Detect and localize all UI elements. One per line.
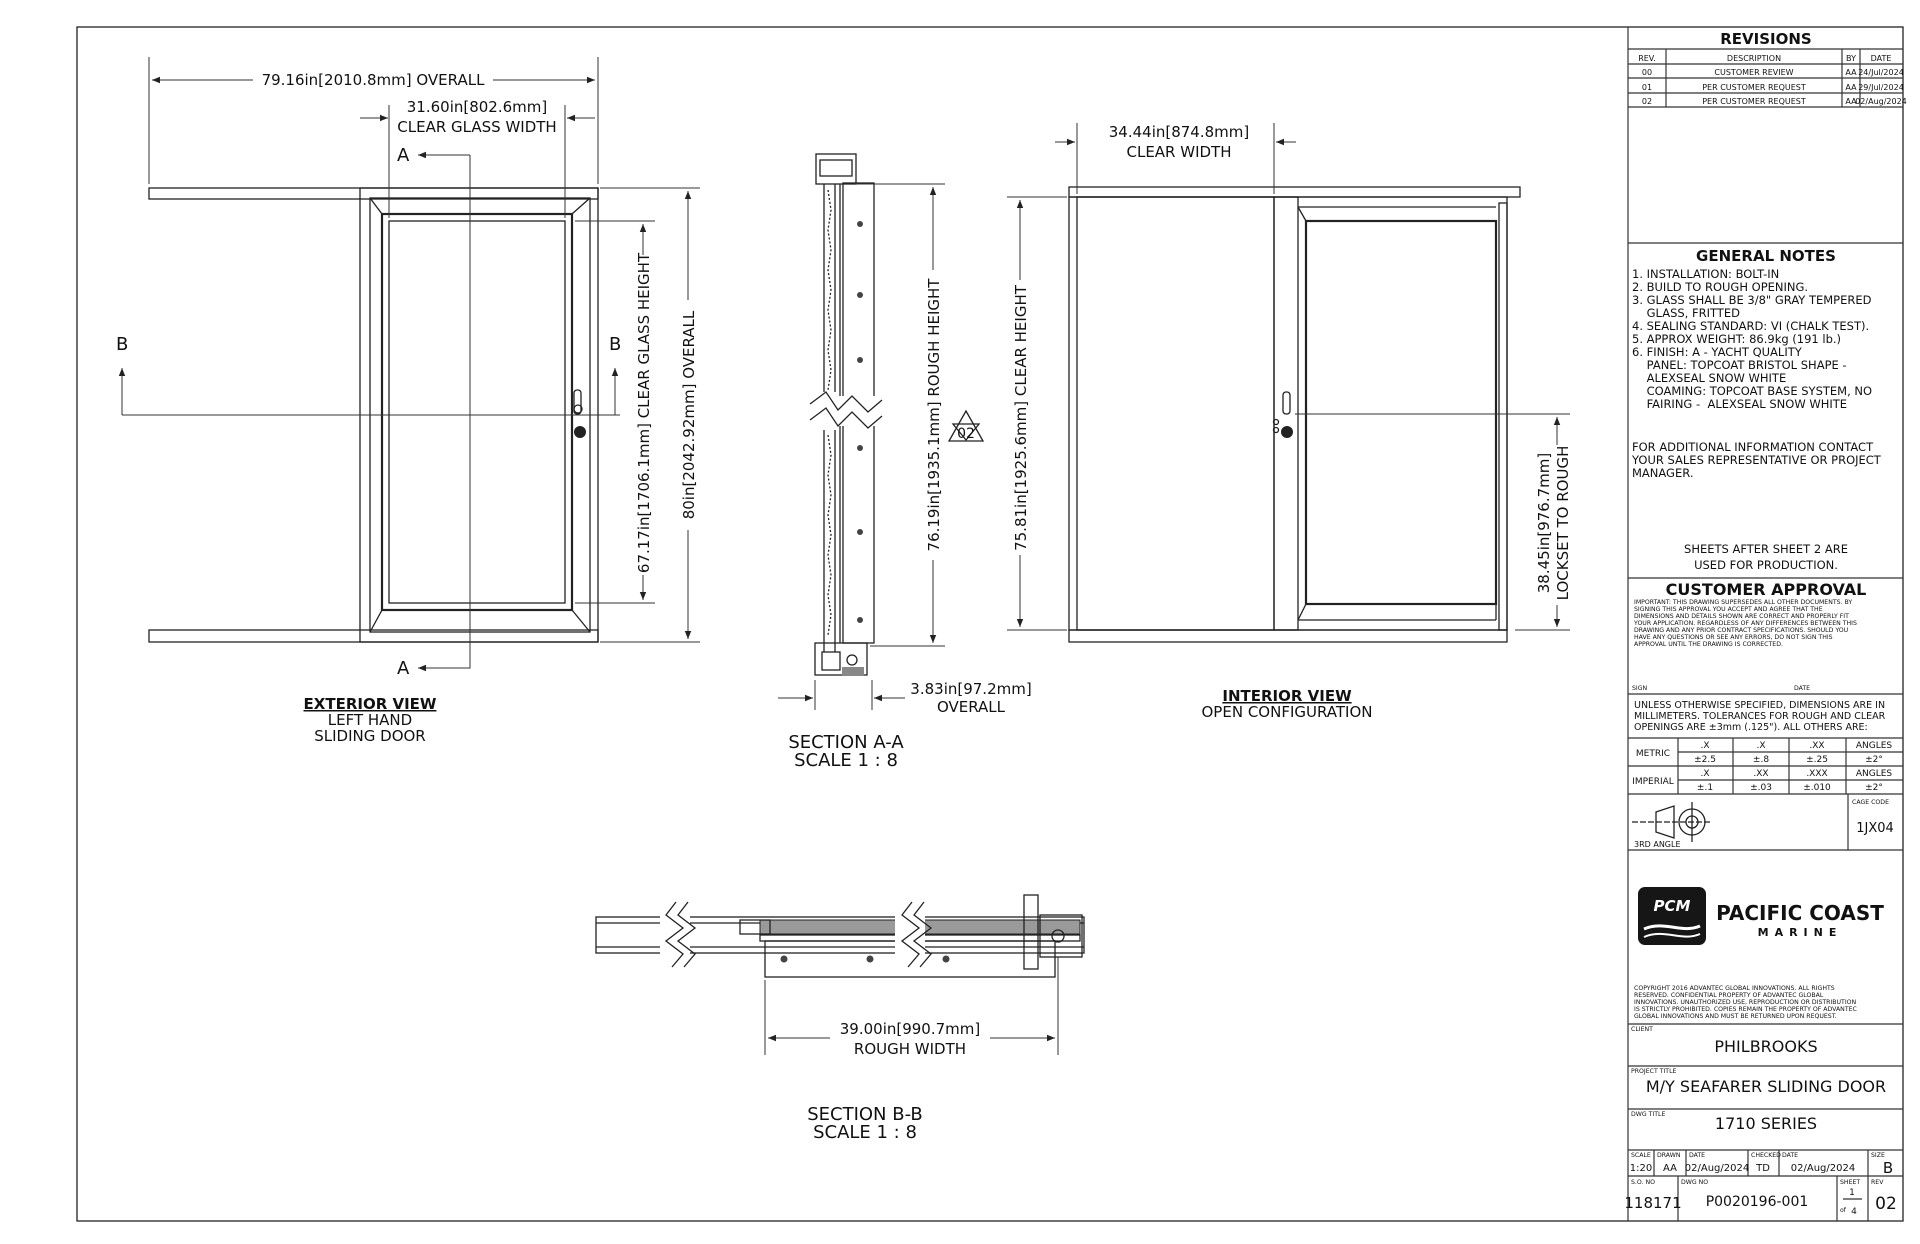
general-notes-line: PANEL: TOPCOAT BRISTOL SHAPE - xyxy=(1632,358,1847,372)
interior-view xyxy=(1007,123,1578,721)
copyright-line: GLOBAL INNOVATIONS AND MUST BE RETURNED UPON REQUEST. xyxy=(1634,1013,1837,1020)
revisions-title: REVISIONS xyxy=(1720,30,1812,48)
cage-code-value: 1JX04 xyxy=(1856,821,1894,836)
revisions-header-date: DATE xyxy=(1870,54,1892,63)
drawn-label: DRAWN xyxy=(1657,1152,1681,1159)
section-b-marker-right: B xyxy=(609,334,622,355)
size-value: B xyxy=(1882,1159,1894,1177)
general-notes-line: FAIRING - ALEXSEAL SNOW WHITE xyxy=(1632,397,1848,411)
section-bb-rough-width-label: 39.00in[990.7mm] xyxy=(839,1020,981,1038)
general-notes-sheets: USED FOR PRODUCTION. xyxy=(1694,558,1838,572)
interior-open-glass xyxy=(1306,221,1496,604)
approval-text: YOUR APPLICATION. REGARDLESS OF ANY DIFFERENCES BETWEEN THIS xyxy=(1634,620,1857,627)
dwg-number-value: P0020196-001 xyxy=(1705,1194,1809,1210)
sheet-value: 1 xyxy=(1849,1188,1855,1198)
interior-clear-width-caption: CLEAR WIDTH xyxy=(1126,143,1232,161)
approval-text: DIMENSIONS AND DETAILS SHOWN ARE CORRECT AND PROPERLY FIT xyxy=(1634,613,1849,620)
section-a-marker-top: A xyxy=(397,145,410,166)
general-notes xyxy=(1631,247,1882,572)
copyright-line: RESERVED. CONFIDENTIAL PROPERTY OF ADVANTEC GLOBAL xyxy=(1634,992,1824,999)
project-title-value: M/Y SEAFARER SLIDING DOOR xyxy=(1645,1077,1887,1096)
date-label: DATE xyxy=(1689,1152,1706,1159)
drawing-title-field xyxy=(1631,1111,1817,1133)
size-label: SIZE xyxy=(1871,1152,1885,1159)
company-subname: MARINE xyxy=(1757,926,1843,939)
drawing-info-row xyxy=(1628,1150,1903,1177)
exterior-overall-width-label: 79.16in[2010.8mm] OVERALL xyxy=(261,71,485,89)
copyright-notice xyxy=(1634,985,1857,1020)
general-notes-line: 5. APPROX WEIGHT: 86.9kg (191 lb.) xyxy=(1632,332,1842,346)
exterior-view-subtitle-1: LEFT HAND xyxy=(327,711,413,729)
tolerance-cell: .XX xyxy=(1809,741,1825,751)
drawn-value: AA xyxy=(1663,1163,1677,1174)
tolerance-imperial-label: IMPERIAL xyxy=(1632,777,1674,787)
projection-label: 3RD ANGLE xyxy=(1634,840,1681,849)
section-aa-scale: SCALE 1 : 8 xyxy=(794,750,898,771)
checked-value: TD xyxy=(1756,1163,1770,1174)
section-a-cut-line xyxy=(397,145,470,679)
exterior-clear-glass-width-label: 31.60in[802.6mm] xyxy=(406,98,548,116)
pcm-logo-letters: PCM xyxy=(1653,897,1691,915)
company-name: PACIFIC COAST xyxy=(1716,901,1884,925)
tolerance-cell: ±.010 xyxy=(1803,783,1831,793)
checked-label: CHECKED xyxy=(1751,1152,1781,1159)
copyright-line: IS STRICTLY PROHIBITED. COPIES REMAIN THE PROPERTY OF ADVANTEC xyxy=(1634,1006,1857,1013)
project-title-label: PROJECT TITLE xyxy=(1631,1068,1677,1075)
exterior-view xyxy=(116,57,700,745)
approval-date-label: DATE xyxy=(1794,685,1811,692)
general-notes-line: ALEXSEAL SNOW WHITE xyxy=(1632,371,1787,385)
section-aa-revision-tag xyxy=(949,411,983,442)
revisions-row-1-by: AA xyxy=(1845,83,1857,92)
tolerance-cell: ±.1 xyxy=(1696,783,1714,793)
interior-view-title: INTERIOR VIEW xyxy=(1222,687,1352,705)
tolerance-cell: ANGLES xyxy=(1855,741,1893,751)
company-logo xyxy=(1638,887,1884,945)
revisions-row-2-rev: 02 xyxy=(1641,97,1653,106)
sheet-total: 4 xyxy=(1851,1207,1857,1217)
check-date-value: 02/Aug/2024 xyxy=(1790,1163,1856,1174)
approval-text: HAVE ANY QUESTIONS OR SEE ANY ERRORS, DO NOT SIGN THIS xyxy=(1634,634,1833,641)
revisions-header-description: DESCRIPTION xyxy=(1726,54,1782,63)
revisions-row-2-by: AA xyxy=(1845,97,1857,106)
title-block xyxy=(1624,27,1906,1221)
revisions-row-1-description: PER CUSTOMER REQUEST xyxy=(1702,83,1806,92)
general-notes-line: 3. GLASS SHALL BE 3/8" GRAY TEMPERED xyxy=(1632,293,1872,307)
general-notes-line: GLASS, FRITTED xyxy=(1632,306,1740,320)
interior-view-subtitle: OPEN CONFIGURATION xyxy=(1201,703,1373,721)
revisions-table xyxy=(1628,30,1907,107)
exterior-clear-glass-height-label: 67.17in[1706.1mm] CLEAR GLASS HEIGHT xyxy=(635,252,653,574)
project-title-field xyxy=(1631,1068,1886,1096)
scale-label: SCALE xyxy=(1631,1152,1651,1159)
interior-lockset-caption: LOCKSET TO ROUGH xyxy=(1554,445,1572,601)
revisions-row-0-by: AA xyxy=(1845,68,1857,77)
general-notes-sheets: SHEETS AFTER SHEET 2 ARE xyxy=(1684,542,1848,556)
sheet-border xyxy=(77,27,1903,1221)
general-notes-title: GENERAL NOTES xyxy=(1696,247,1836,265)
rev-value: 02 xyxy=(1875,1194,1897,1214)
revisions-row-1-date: 29/Jul/2024 xyxy=(1858,83,1904,92)
interior-lock-handle xyxy=(1274,392,1294,438)
revisions-row-0-rev: 00 xyxy=(1641,68,1653,77)
dwg-number-label: DWG NO xyxy=(1681,1179,1709,1186)
tolerance-table xyxy=(1628,700,1903,794)
general-notes-contact: FOR ADDITIONAL INFORMATION CONTACT xyxy=(1632,440,1874,454)
copyright-line: INNOVATIONS. UNAUTHORIZED USE, REPRODUCTION OR DISTRIBUTION xyxy=(1634,999,1857,1006)
exterior-view-subtitle-2: SLIDING DOOR xyxy=(314,727,426,745)
tolerance-text: OPENINGS ARE ±3mm (.125"). ALL OTHERS ARE: xyxy=(1634,722,1868,733)
revisions-row-2-date: 02/Aug/2024 xyxy=(1855,97,1907,106)
section-aa-title: SECTION A-A xyxy=(788,732,904,753)
exterior-lock-handle xyxy=(574,390,586,438)
general-notes-line: 1. INSTALLATION: BOLT-IN xyxy=(1632,267,1780,281)
approval-text: DRAWING AND ANY PRIOR CONTRACT SPECIFICATIONS. SHOULD YOU xyxy=(1634,627,1849,634)
revisions-header-rev: REV. xyxy=(1638,54,1656,63)
svg-text:02: 02 xyxy=(957,426,975,442)
tolerance-cell: ±.25 xyxy=(1806,755,1828,765)
tolerance-cell: ±.8 xyxy=(1752,755,1770,765)
tolerance-metric-label: METRIC xyxy=(1635,749,1671,759)
exterior-glass-outer xyxy=(382,214,572,610)
exterior-view-title: EXTERIOR VIEW xyxy=(303,695,437,713)
section-bb-view xyxy=(596,895,1084,1143)
tolerance-text: MILLIMETERS. TOLERANCES FOR ROUGH AND CLEAR xyxy=(1634,711,1886,722)
tolerance-cell: ±2.5 xyxy=(1694,755,1716,765)
general-notes-line: 2. BUILD TO ROUGH OPENING. xyxy=(1632,280,1809,294)
cage-code-label: CAGE CODE xyxy=(1852,799,1889,806)
interior-lockset-label: 38.45in[976.7mm] xyxy=(1535,452,1553,594)
section-bb-scale: SCALE 1 : 8 xyxy=(813,1122,917,1143)
exterior-overall-height-label: 80in[2042.92mm] OVERALL xyxy=(680,310,698,520)
drawing-number-row xyxy=(1624,1176,1896,1221)
section-bb-title: SECTION B-B xyxy=(807,1104,923,1125)
general-notes-line: COAMING: TOPCOAT BASE SYSTEM, NO xyxy=(1632,384,1873,398)
client-value: PHILBROOKS xyxy=(1714,1037,1818,1056)
customer-approval xyxy=(1632,580,1866,692)
sheet-of-label: of xyxy=(1840,1207,1846,1214)
section-b-cut-line xyxy=(116,334,621,415)
tolerance-cell: ±2° xyxy=(1865,755,1883,765)
tolerance-cell: .X xyxy=(1756,741,1766,751)
so-number-value: 118171 xyxy=(1624,1194,1682,1212)
section-bb-break-1 xyxy=(660,902,695,967)
customer-approval-title: CUSTOMER APPROVAL xyxy=(1665,580,1867,599)
interior-clear-height-label: 75.81in[1925.6mm] CLEAR HEIGHT xyxy=(1012,285,1030,551)
tolerance-cell: .XX xyxy=(1753,769,1769,779)
drawing-title-value: 1710 SERIES xyxy=(1714,1114,1818,1133)
tolerance-cell: ±2° xyxy=(1865,783,1883,793)
tolerance-cell: .X xyxy=(1700,769,1710,779)
third-angle-projection-icon xyxy=(1632,802,1712,842)
section-aa-top-cap xyxy=(816,154,856,184)
date-value: 02/Aug/2024 xyxy=(1684,1163,1750,1174)
exterior-glass-inner xyxy=(389,221,565,603)
interior-fixed-jamb xyxy=(1077,197,1274,630)
tolerance-cell: ANGLES xyxy=(1855,769,1893,779)
revisions-row-1-rev: 01 xyxy=(1641,83,1653,92)
interior-top-coaming xyxy=(1069,187,1520,197)
general-notes-contact: MANAGER. xyxy=(1632,466,1694,480)
revisions-row-0-date: 24/Jul/2024 xyxy=(1858,68,1904,77)
drawing-title-label: DWG TITLE xyxy=(1631,1111,1666,1118)
section-a-marker-bottom: A xyxy=(397,658,410,679)
general-notes-line: 6. FINISH: A - YACHT QUALITY xyxy=(1632,345,1802,359)
client-field xyxy=(1631,1026,1818,1056)
section-aa-view xyxy=(778,154,1032,771)
rev-label: REV xyxy=(1871,1179,1884,1186)
check-date-label: DATE xyxy=(1782,1152,1799,1159)
tolerance-text: UNLESS OTHERWISE SPECIFIED, DIMENSIONS ARE IN xyxy=(1634,700,1886,711)
tolerance-cell: ±.03 xyxy=(1750,783,1772,793)
tolerance-cell: .X xyxy=(1700,741,1710,751)
interior-bottom-coaming xyxy=(1069,630,1507,642)
copyright-line: COPYRIGHT 2016 ADVANTEC GLOBAL INNOVATIONS. ALL RIGHTS xyxy=(1634,985,1835,992)
section-b-marker-left: B xyxy=(116,334,129,355)
revisions-row-0-description: CUSTOMER REVIEW xyxy=(1714,68,1794,77)
section-bb-rough-width-caption: ROUGH WIDTH xyxy=(853,1040,967,1058)
general-notes-contact: YOUR SALES REPRESENTATIVE OR PROJECT xyxy=(1632,453,1881,467)
section-aa-depth-label: 3.83in[97.2mm] xyxy=(910,680,1032,698)
section-aa-depth-caption: OVERALL xyxy=(936,698,1006,716)
sheet-label: SHEET xyxy=(1840,1179,1861,1186)
approval-text: IMPORTANT: THIS DRAWING SUPERSEDES ALL OTHER DOCUMENTS. BY xyxy=(1634,599,1853,606)
approval-sign-label: SIGN xyxy=(1632,685,1648,692)
revisions-header-by: BY xyxy=(1846,54,1856,63)
tolerance-cell: .XXX xyxy=(1806,769,1828,779)
section-aa-rough-height-label: 76.19in[1935.1mm] ROUGH HEIGHT xyxy=(925,278,943,552)
general-notes-line: 4. SEALING STANDARD: VI (CHALK TEST). xyxy=(1632,319,1870,333)
section-aa-break-symbol xyxy=(810,392,882,428)
interior-clear-width-label: 34.44in[874.8mm] xyxy=(1108,123,1250,141)
so-number-label: S.O. NO xyxy=(1631,1179,1655,1186)
approval-text: SIGNING THIS APPROVAL YOU ACCEPT AND AGREE THAT THE xyxy=(1634,606,1823,613)
scale-value: 1:20 xyxy=(1629,1163,1653,1174)
approval-text: APPROVAL UNTIL THE DRAWING IS CORRECTED. xyxy=(1634,641,1783,648)
client-label: CLIENT xyxy=(1631,1026,1653,1033)
exterior-clear-glass-width-caption: CLEAR GLASS WIDTH xyxy=(397,118,557,136)
projection-and-cage xyxy=(1628,794,1903,850)
revisions-row-2-description: PER CUSTOMER REQUEST xyxy=(1702,97,1806,106)
